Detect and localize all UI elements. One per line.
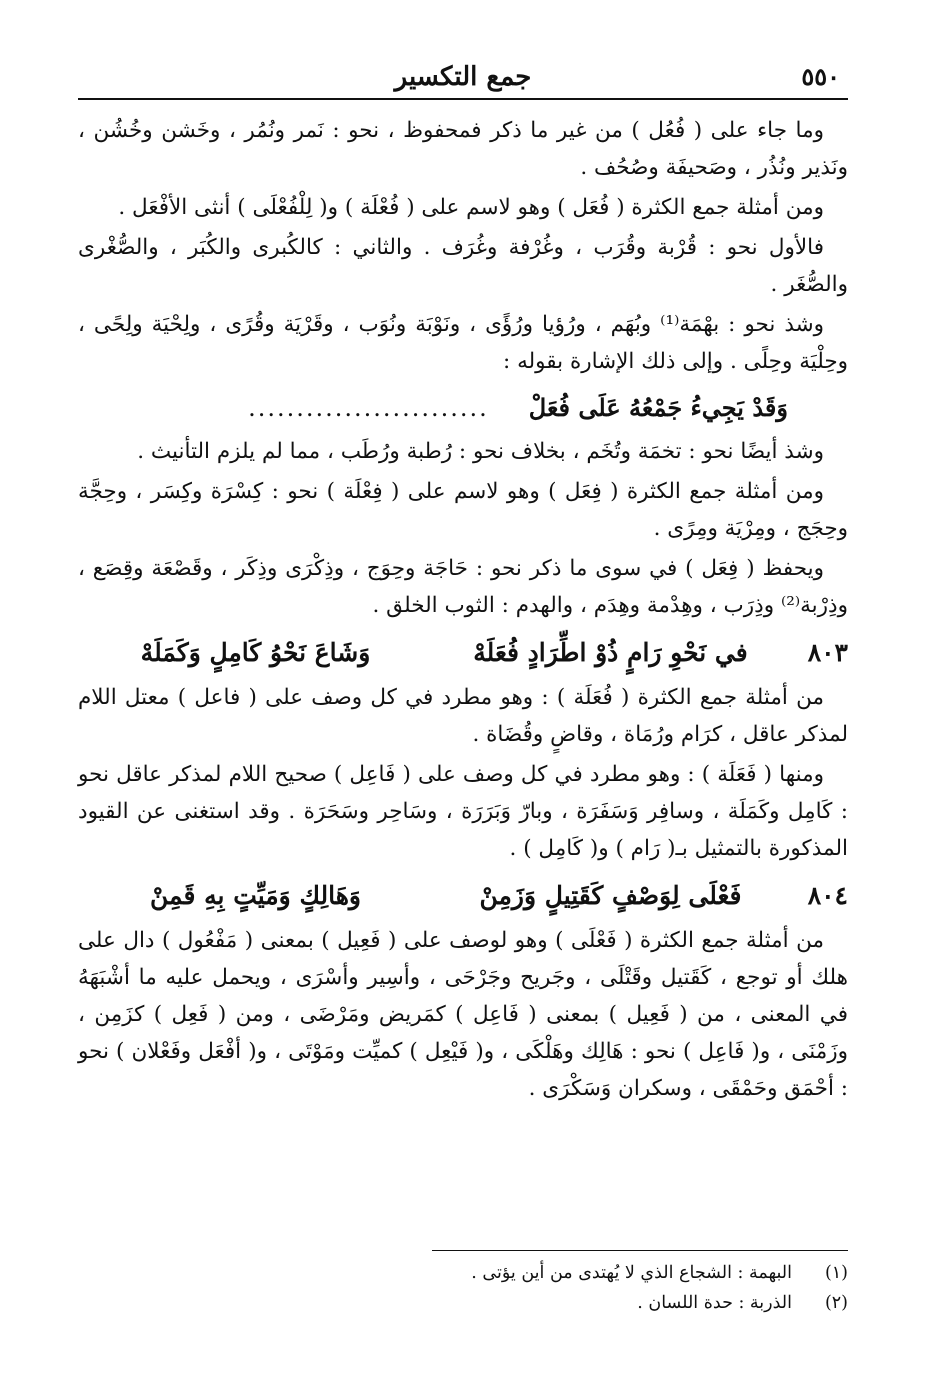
page-number: ٥٥٠	[801, 62, 840, 91]
verse-ellipsis: .........................	[248, 394, 489, 422]
running-title: جمع التكسير	[394, 62, 532, 92]
footnote-number: (١)	[824, 1263, 848, 1283]
paragraph: ويحفظ ( فِعَل ) في سوى ما ذكر نحو : حَاجَة وحِوَج ، وذِكْرَى وذِكَر ، وقَصْعَة وقِصَع ، وذِرْبة⁽²⁾ وذِرَب ، وهِدْمة وهِدَم ، والهدم : الثوب الخلق .	[78, 556, 848, 618]
page-header	[78, 58, 848, 98]
paragraph: وشذ أيضًا نحو : تخمَة وتُخَم ، بخلاف نحو : رُطبة ورُطَب ، مما لم يلزم التأنيث .	[137, 439, 824, 464]
verse-quote	[78, 383, 848, 433]
verse-second-hemistich: وَهَالِكٍ وَمَيِّتٍ بِهِ قَمِنْ	[149, 881, 362, 910]
footnote-number: (٢)	[824, 1293, 848, 1313]
verse-803	[78, 627, 848, 679]
footnote	[78, 1288, 848, 1318]
verse-number: ٨٠٣	[807, 638, 848, 667]
footnote	[78, 1258, 848, 1288]
paragraph: ومن أمثلة جمع الكثرة ( فِعَل ) وهو لاسم على ( فِعْلَة ) نحو : كِسْرَة وكِسَر ، وحِجَّة وحِجَج ، ومِرْيَة ومِرًى .	[78, 479, 848, 541]
verse-first-hemistich: فَعْلَى لِوَصْفٍ كَقَتِيلٍ وَزَمِنْ	[479, 881, 742, 910]
paragraph: من أمثلة جمع الكثرة ( فَعْلَى ) وهو لوصف على ( فَعِيل ) بمعنى ( مَفْعُول ) دال على هلك أو توجع ، كَقَتيل وقَتْلَى ، وجَريح وجَرْحَى ، وأسِير وأسْرَى ، ويحمل عليه ما أشْبَهَهُ في المعنى ، من ( فَعِيل ) بمعنى ( فَاعِل ) كمَريض ومَرْضَى ، ومن ( فَعِل ) كزَمِن ، وزَمْنَى ، و( فَاعِل ) نحو : هَالِك وهَلْكَى ، و( فَيْعِل ) كميِّت ومَوْتَى ، و( أفْعَل وفَعْلان ) نحو : أحْمَق وحَمْقَى ، وسكران وَسَكْرَى .	[78, 928, 848, 1101]
footnote-divider	[432, 1250, 848, 1251]
header-divider	[78, 98, 848, 100]
paragraph: ومن أمثلة جمع الكثرة ( فُعَل ) وهو لاسم على ( فُعْلَة ) و( لِلْفُعْلَى ) أنثى الأفْعَل .	[118, 195, 824, 220]
paragraph: وما جاء على ( فُعُل ) من غير ما ذكر فمحفوظ ، نحو : نَمر ونُمُر ، وخَشن وخُشُن ، ونَذير ونُذُر ، وصَحيفَة وصُحُف .	[78, 118, 848, 180]
paragraph: وشذ نحو : بهْمَة⁽¹⁾ وبُهَم ، ورُؤيا ورُؤًى ، ونَوْبَة ونُوَب ، وقَرْيَة وقُرًى ، ولِحْيَة ولِحًى ، وحِلْيَة وحِلًى . وإلى ذلك الإشارة بقوله :	[78, 312, 848, 374]
footnotes	[78, 1258, 848, 1318]
verse-804	[78, 870, 848, 922]
verse-second-hemistich: وَشَاعَ نَحْوُ كَامِلٍ وَكَمَلَهْ	[140, 638, 371, 667]
verse-first-hemistich: في نَحْوِ رَامٍ ذُوْ اطِّرَادٍ فُعَلَهْ	[473, 638, 748, 667]
footnote-text: البهمة : الشجاع الذي لا يُهتدى من أين يؤتى .	[471, 1263, 792, 1283]
paragraph: فالأول نحو : قُرْبة وقُرَب ، وغُرْفة وغُرَف . والثاني : كالكُبرى والكُبَر ، والصُّغْرى والصُّغَر .	[78, 235, 848, 297]
paragraph: ومنها ( فَعَلَة ) : وهو مطرد في كل وصف على ( فَاعِل ) صحيح اللام لمذكر عاقل نحو : كَامِل وكَمَلَة ، وسافِر وَسَفَرَة ، وبارّ وَبَرَرَة ، وسَاحِر وسَحَرَة . وقد استغنى عن القيود المذكورة بالتمثيل بـ( رَام ) و( كَامِل ) .	[78, 762, 848, 861]
verse-hemistich: وَقَدْ يَجِيءُ جَمْعُهُ عَلَى فُعَلْ	[528, 393, 788, 422]
main-text	[78, 112, 848, 1110]
verse-number: ٨٠٤	[807, 881, 848, 910]
footnote-text: الذربة : حدة اللسان .	[637, 1293, 792, 1313]
paragraph: من أمثلة جمع الكثرة ( فُعَلَة ) : وهو مطرد في كل وصف على ( فاعل ) معتل اللام لمذكر عاقل ، كرَام ورُمَاة ، وقاضٍ وقُضَاة .	[78, 685, 848, 747]
